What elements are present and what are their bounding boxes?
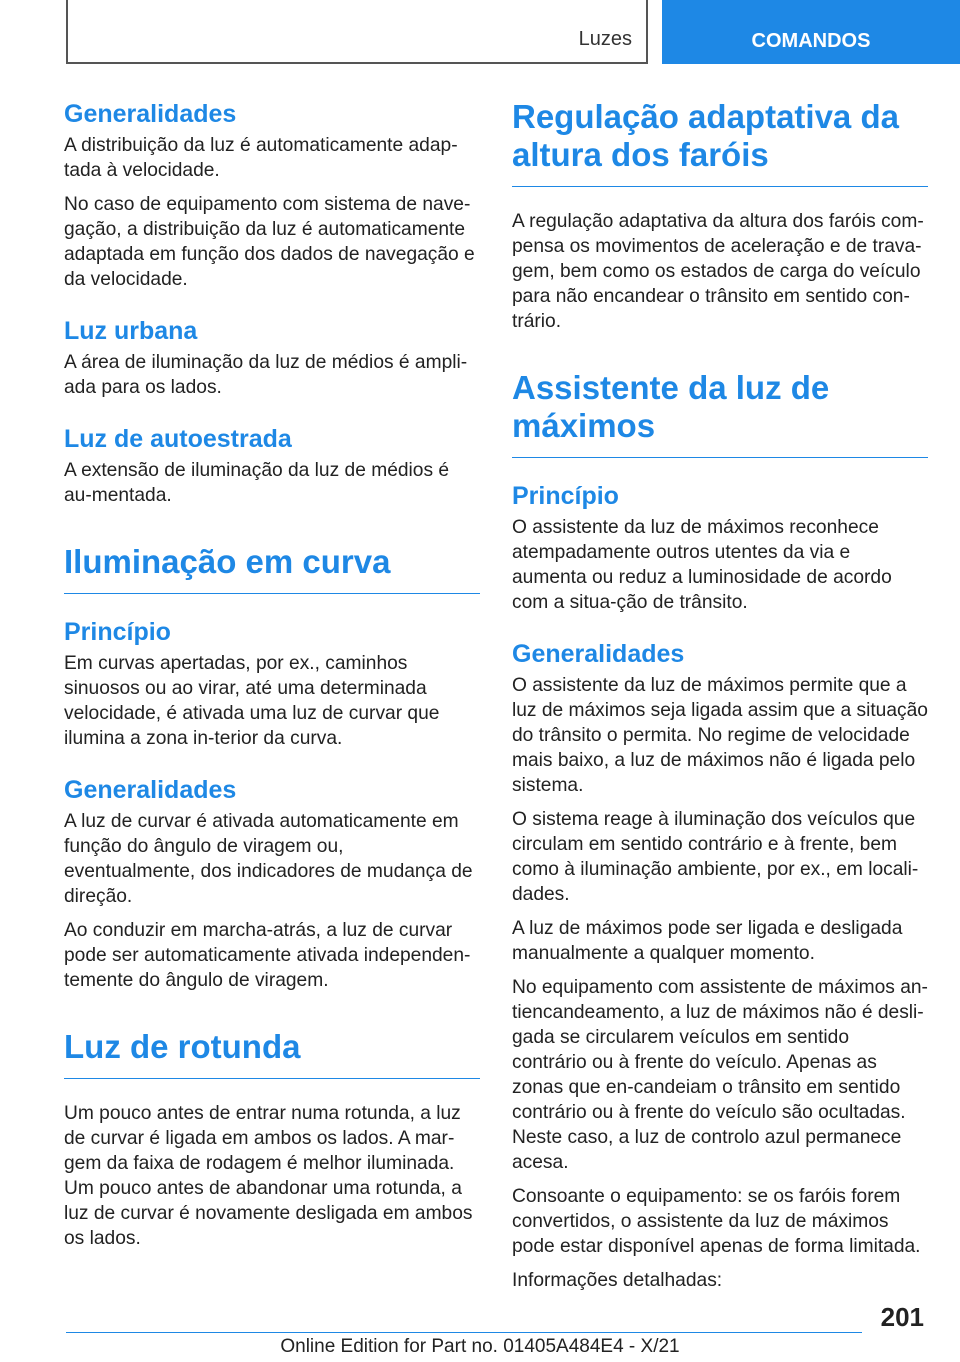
paragraph: Em curvas apertadas, por ex., caminhos sinuosos ou ao virar, até uma determinada velocidade, é ativada uma luz de curvar que ilumina a zona in-terior da curva. (64, 653, 440, 749)
footer-divider (66, 1332, 862, 1333)
header-chapter-tab: COMANDOS (662, 0, 960, 64)
paragraph: A área de iluminação da luz de médios é ampli-ada para os lados. (64, 352, 468, 398)
left-column (64, 98, 480, 1260)
paragraph: No equipamento com assistente de máximos an-tiencandeamento, a luz de máximos não é desli-gada se circularem veículos em sentido contrário ou à frente do veículo. Apenas as zonas que en-candeiam o trânsito em sentido contrário ou à frente do veículo são ocultadas. Neste caso, a luz de controlo azul permanece acesa. (512, 977, 928, 1173)
header-frame (66, 0, 648, 64)
page-number: 201 (880, 1302, 924, 1332)
paragraph: A regulação adaptativa da altura dos faróis com-pensa os movimentos de aceleração e de trava-gem, bem como os estados de carga do veículo para não encandear o trânsito em sentido con-trário. (512, 211, 924, 332)
paragraph: A extensão de iluminação da luz de médios é au-mentada. (64, 460, 450, 506)
section-title-iluminacao-curva: Iluminação em curva (64, 543, 480, 594)
paragraph: O assistente da luz de máximos reconhece atempadamente outros utentes da via e aumenta ou reduz a luminosidade de acordo com a situa-ção de trânsito. (512, 517, 892, 613)
paragraph: O assistente da luz de máximos permite que a luz de máximos seja ligada assim que a situação do trânsito o permita. No regime de velocidade mais baixo, a luz de máximos não é ligada pelo sistema. (512, 675, 928, 796)
heading-generalidades: Generalidades (512, 640, 685, 668)
paragraph: Um pouco antes de entrar numa rotunda, a luz de curvar é ligada em ambos os lados. A mar-gem da faixa de rodagem é melhor iluminada. Um pouco antes de abandonar uma rotunda, a luz de curvar é novamente desligada em ambos os lados. (64, 1103, 473, 1249)
heading-generalidades: Generalidades (64, 776, 237, 804)
paragraph: Ao conduzir em marcha-atrás, a luz de curvar pode ser automaticamente ativada independen-temente do ângulo de viragem. (64, 920, 471, 991)
paragraph: Consoante o equipamento: se os faróis forem convertidos, o assistente da luz de máximos pode estar disponível apenas de forma limitada. (512, 1186, 921, 1257)
heading-principio: Princípio (512, 482, 619, 510)
footer-edition-text: Online Edition for Part no. 01405A484E4 - X/21 (280, 1336, 680, 1357)
heading-generalidades: Generalidades (64, 100, 237, 128)
paragraph: A luz de curvar é ativada automaticamente em função do ângulo de viragem ou, eventualmente, dos indicadores de mudança de direção. (64, 811, 473, 907)
paragraph: A distribuição da luz é automaticamente adap-tada à velocidade. (64, 135, 458, 181)
heading-principio: Princípio (64, 618, 171, 646)
heading-luz-urbana: Luz urbana (64, 317, 198, 345)
right-column (512, 98, 928, 1302)
heading-luz-autoestrada: Luz de autoestrada (64, 425, 292, 453)
paragraph: A luz de máximos pode ser ligada e desligada manualmente a qualquer momento. (512, 918, 903, 964)
section-title-assistente-maximos: Assistente da luz de máximos (512, 369, 928, 458)
paragraph: No caso de equipamento com sistema de nave-gação, a distribuição da luz é automaticamente adaptada em função dos dados de navegação e da velocidade. (64, 194, 475, 290)
section-title-regulacao-farois: Regulação adaptativa da altura dos faróis (512, 98, 928, 187)
paragraph: Informações detalhadas: (512, 1270, 723, 1291)
paragraph: O sistema reage à iluminação dos veículos que circulam em sentido contrário e à frente, bem como à iluminação ambiente, por ex., em locali-dades. (512, 809, 919, 905)
header-section-title: Luzes (578, 28, 632, 50)
section-title-luz-rotunda: Luz de rotunda (64, 1028, 480, 1079)
